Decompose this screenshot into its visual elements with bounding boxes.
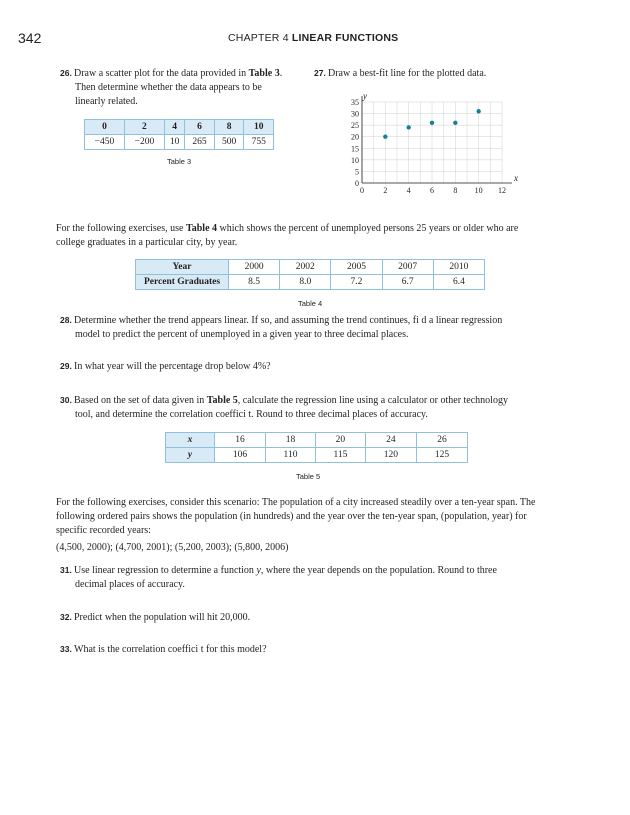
y-tick-label: 35 bbox=[351, 98, 359, 107]
table-cell: 2007 bbox=[382, 260, 433, 275]
exercise-text: . bbox=[279, 68, 283, 79]
exercise-text: In what year will the percentage drop below 4%? bbox=[74, 361, 271, 372]
table-row bbox=[136, 275, 485, 290]
table-cell: 110 bbox=[266, 448, 316, 463]
page-number: 342 bbox=[18, 30, 42, 46]
data-point bbox=[476, 109, 480, 113]
table-reference: Table 5 bbox=[206, 395, 238, 406]
exercise-33 bbox=[60, 642, 267, 657]
table-row-header: Percent Graduates bbox=[136, 275, 229, 290]
table-cell: 265 bbox=[185, 135, 215, 150]
table-cell: 500 bbox=[214, 135, 244, 150]
table-cell: 2002 bbox=[280, 260, 331, 275]
table-row-header: Year bbox=[136, 260, 229, 275]
y-tick-label: 0 bbox=[355, 179, 359, 188]
table-row-header: x bbox=[166, 433, 215, 448]
x-tick-label: 0 bbox=[360, 186, 364, 195]
intro-text: college graduates in a particular city, by year. bbox=[56, 237, 238, 248]
exercise-text: Predict when the population will hit 20,000. bbox=[74, 612, 251, 623]
exercise-number: 32. bbox=[60, 612, 72, 622]
table-cell: 106 bbox=[215, 448, 266, 463]
table-cell: 6.7 bbox=[382, 275, 433, 290]
y-tick-label: 30 bbox=[351, 109, 359, 119]
chapter-title: LINEAR FUNCTIONS bbox=[291, 32, 399, 44]
y-tick-label: 25 bbox=[351, 121, 359, 131]
x-tick-label: 6 bbox=[430, 186, 434, 195]
scenario-intro bbox=[56, 496, 535, 555]
chapter-label: CHAPTER 4 bbox=[228, 32, 289, 44]
ordered-pairs: (4,500, 2000); (4,700, 2001); (5,200, 2003); (5,800, 2006) bbox=[56, 542, 289, 553]
table-cell: 2000 bbox=[229, 260, 280, 275]
table-cell: −450 bbox=[85, 135, 125, 150]
table-cell: 6.4 bbox=[433, 275, 484, 290]
table-4-intro bbox=[56, 222, 518, 250]
y-tick-label: 15 bbox=[351, 144, 359, 154]
table-3 bbox=[84, 119, 274, 150]
table-row bbox=[136, 260, 485, 275]
exercise-number: 30. bbox=[60, 395, 72, 405]
table-cell: −200 bbox=[124, 135, 164, 150]
table-cell: 6 bbox=[185, 120, 215, 135]
data-point bbox=[383, 135, 387, 139]
exercise-text: Determine whether the trend appears linear. If so, and assuming the trend continues, fi d a linear regression bbox=[74, 315, 503, 326]
table-3-caption: Table 3 bbox=[167, 157, 192, 166]
exercise-number: 27. bbox=[314, 68, 326, 78]
scatter-plot bbox=[340, 90, 520, 200]
table-cell: 8.0 bbox=[280, 275, 331, 290]
intro-text: For the following exercises, consider this scenario: The population of a city increased steadily over a ten-year span. The bbox=[56, 497, 536, 508]
table-header-row bbox=[85, 120, 274, 135]
exercise-text: linearly related. bbox=[75, 96, 138, 107]
x-tick-label: 4 bbox=[406, 186, 411, 195]
exercise-31 bbox=[60, 563, 497, 592]
x-axis-label: x bbox=[514, 173, 518, 183]
table-cell: 2005 bbox=[331, 260, 382, 275]
table-cell: 0 bbox=[85, 120, 125, 135]
exercise-text: model to predict the percent of unemployed in a given year to three decimal places. bbox=[75, 329, 409, 340]
table-cell: 125 bbox=[416, 448, 467, 463]
table-cell: 4 bbox=[164, 120, 184, 135]
table-reference: Table 4 bbox=[185, 223, 218, 234]
data-point bbox=[406, 125, 410, 129]
exercise-text: decimal places of accuracy. bbox=[75, 579, 185, 590]
x-tick-label: 10 bbox=[474, 186, 483, 195]
table-row bbox=[166, 448, 468, 463]
exercise-number: 33. bbox=[60, 644, 72, 654]
x-tick-label: 8 bbox=[453, 186, 458, 195]
x-tick-label: 2 bbox=[383, 186, 388, 195]
exercise-text: tool, and determine the correlation coeffici t. Round to three decimal places of accuracy. bbox=[75, 409, 428, 420]
exercise-text: Then determine whether the data appears to be bbox=[75, 82, 262, 93]
table-cell: 16 bbox=[215, 433, 266, 448]
table-cell: 120 bbox=[365, 448, 416, 463]
exercise-number: 26. bbox=[60, 68, 72, 78]
y-tick-label: 5 bbox=[355, 167, 359, 177]
table-cell: 10 bbox=[164, 135, 184, 150]
table-cell: 2010 bbox=[433, 260, 484, 275]
data-point bbox=[430, 121, 434, 125]
intro-text: For the following exercises, use bbox=[56, 223, 186, 234]
exercise-number: 31. bbox=[60, 565, 72, 575]
table-row bbox=[85, 135, 274, 150]
table-cell: 10 bbox=[244, 120, 274, 135]
intro-text: specific recorded years: bbox=[56, 525, 151, 536]
table-cell: 18 bbox=[266, 433, 316, 448]
exercise-26 bbox=[60, 66, 282, 109]
table-cell: 24 bbox=[365, 433, 416, 448]
table-cell: 20 bbox=[315, 433, 365, 448]
table-row-header: y bbox=[166, 448, 215, 463]
exercise-text: Use linear regression to determine a function bbox=[74, 565, 257, 576]
exercise-text: What is the correlation coeffici t for this model? bbox=[74, 644, 267, 655]
table-cell: 115 bbox=[315, 448, 365, 463]
intro-text: following ordered pairs shows the population (in hundreds) and the year over the ten-year span, (population, year) for bbox=[56, 511, 527, 522]
exercise-27 bbox=[314, 66, 486, 81]
table-4 bbox=[135, 259, 485, 290]
exercise-text: Based on the set of data given in bbox=[74, 395, 207, 406]
y-tick-label: 10 bbox=[351, 155, 359, 165]
data-point bbox=[453, 121, 457, 125]
table-cell: 2 bbox=[124, 120, 164, 135]
table-5-caption: Table 5 bbox=[296, 472, 321, 481]
exercise-text: Draw a best-fit line for the plotted data. bbox=[328, 68, 487, 79]
chapter-heading bbox=[228, 32, 398, 44]
table-cell: 8.5 bbox=[229, 275, 280, 290]
intro-text: which shows the percent of unemployed persons 25 years or older who are bbox=[217, 223, 519, 234]
table-cell: 7.2 bbox=[331, 275, 382, 290]
table-5 bbox=[165, 432, 468, 463]
exercise-number: 29. bbox=[60, 361, 72, 371]
exercise-number: 28. bbox=[60, 315, 72, 325]
exercise-text: Draw a scatter plot for the data provided in bbox=[74, 68, 249, 79]
x-tick-label: 12 bbox=[498, 186, 506, 195]
exercise-30 bbox=[60, 393, 508, 422]
variable: y bbox=[256, 565, 261, 576]
exercise-text: , where the year depends on the population. Round to three bbox=[260, 565, 497, 576]
exercise-text: , calculate the regression line using a calculator or other technology bbox=[237, 395, 508, 406]
table-cell: 755 bbox=[244, 135, 274, 150]
table-reference: Table 3 bbox=[248, 68, 280, 79]
table-4-caption: Table 4 bbox=[298, 299, 323, 308]
exercise-28 bbox=[60, 313, 502, 342]
table-cell: 26 bbox=[416, 433, 467, 448]
table-row bbox=[166, 433, 468, 448]
y-axis-label: y bbox=[363, 91, 367, 101]
table-cell: 8 bbox=[214, 120, 244, 135]
exercise-29 bbox=[60, 359, 271, 374]
y-tick-label: 20 bbox=[351, 132, 359, 142]
exercise-32 bbox=[60, 610, 250, 625]
